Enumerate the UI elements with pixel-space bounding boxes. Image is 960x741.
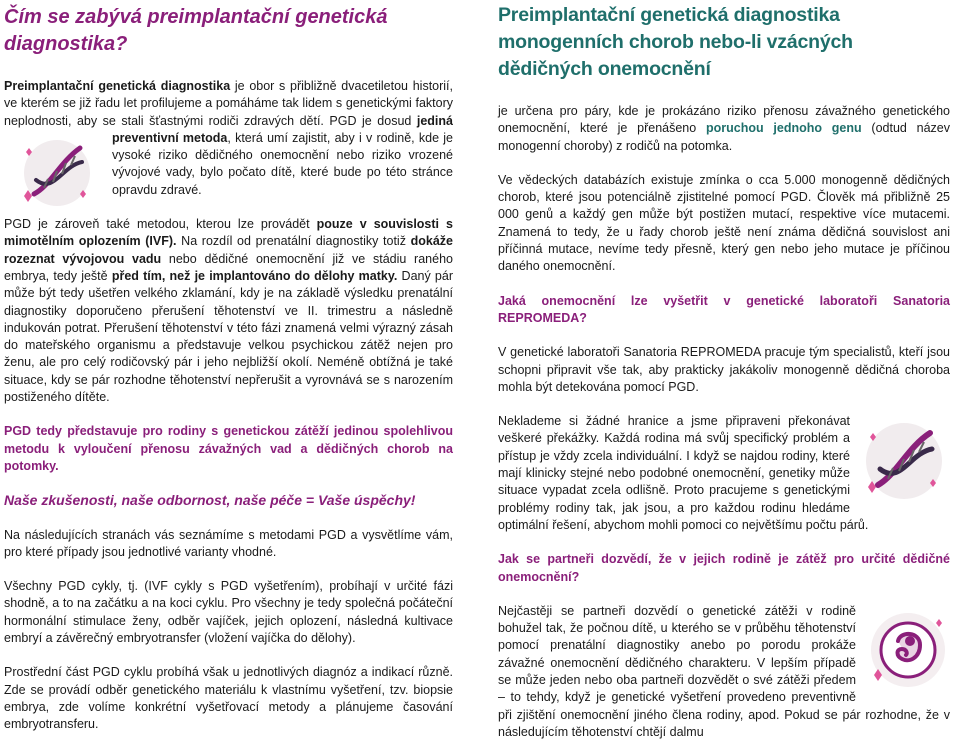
- left-heading: Čím se zabývá preimplantační genetická diagnostika?: [4, 6, 388, 55]
- right-heading: Preimplantační genetická diagnostika monogenních chorob nebo-li vzácných dědičných onemocnění: [498, 4, 853, 80]
- ivf-text-d: Daný pár může být tedy ušetřen velkého zklamání, kdy je na základě výsledku prenatální diagnostiky doporučeno přerušení těhotenství ve II. trimestru a následně indukován potrat. Přerušení těhotenství v této fázi znamená velmi výrazný zásah do mateřského organismu a představuje velkou psychickou zátěž nejen pro ženu, ale pro celý rodičovský pár i jeho nejbližší okolí. Neméně obtížná je také situace, kdy se pár rozhodne těhotenství nepřerušit a vyrovnává se s narozením postiženého dítěte.: [4, 268, 453, 405]
- pgd-highlight: PGD tedy představuje pro rodiny s genetickou zátěží jedinou spolehlivou metodu k vyloučení přenosu závažných vad a dědičných chorob na potomky.: [4, 424, 453, 473]
- no-limits-text: Neklademe si žádné hranice a jsme připraveni překonávat veškeré překážky. Každá rodina má svůj specifický problém a přístup je vždy zcela individuální. I když se najdou rodiny, které mají klinicky stejné nebo podobné onemocnění, genetiky může situace vypadat zcela odlišně. Proto pracujeme s genetickými problémy rodiny tak, jak jsou, a pro každou rodinu hledáme optimální řešení, abychom mohli pomoci co největšímu počtu párů.: [498, 414, 869, 532]
- mono-text-a: je určena pro páry, kde je prokázáno riziko přenosu závažného genetického onemocnění, které je přenášeno: [498, 104, 950, 136]
- monogenic-intro: [498, 103, 950, 155]
- dna-icon: [858, 417, 950, 505]
- ivf-text-c: nebo dědičné onemocnění již ve stádiu raného embrya, tedy ještě: [4, 251, 453, 283]
- dna-icon: [16, 134, 98, 212]
- intro-text-a: je obor s přibližně dvacetiletou historií, ve kterém se již řadu let profilujeme a pomáháme tak lidem s genetickými faktory neplodnosti, aby se stali šťastnými rodiči zdravých dětí. PGD je dosud: [4, 79, 454, 128]
- ivf-bold-c: před tím, než je implantováno do dělohy matky.: [111, 268, 398, 283]
- middle-phase-paragraph: Prostřední část PGD cyklu probíhá však u jednotlivých diagnóz a indikací různě. Zde se provádí odběr genetického materiálu k vlastnímu vyšetření, tzv. biopsie embrya, zde volíme konkrétní vyšetřovací metody a plánujeme časování embryotransferu.: [4, 665, 453, 732]
- lab-paragraph: V genetické laboratoři Sanatoria REPROMEDA pracuje tým specialistů, kteří jsou schopni připravit vše tak, aby prakticky jakákoliv monogenně dědičná choroba mohla být detekována pomocí PGD.: [498, 345, 950, 394]
- database-paragraph: Ve vědeckých databázích existuje zmínka o cca 5.000 monogenně dědičných chorob, které jsou potenciálně zjistitelné pomocí PGD. Člověk má přibližně 25 000 genů a každý gen může být postižen mutací, respektive více mutacemi. Znamená to tedy, že u řady chorob ještě není známa dědičná souvislost ani příčinná mutace, nevíme tedy přesně, který gen nebo jeho mutace je příčinou daného onemocnění.: [498, 172, 950, 274]
- how-partners-learn-text: Nejčastěji se partneři dozvědí o genetické zátěži v rodině bohužel tak, že počnou dítě, u kterého se v průběhu těhotenství pomocí prenatální diagnostiky anebo po porodu prokáže závažné onemocnění dědičného charakteru. V lepším případě se může jeden nebo oba partneři dozvědět o své zátěži předem – to tehdy, když je genetické vyšetření provedeno preventivně při zjištění onemocnění jiného člena rodiny, apod. Pokud se pár rozhodne, že v následujícím těhotenství chtějí dalmu: [498, 603, 950, 739]
- mono-text-b: (odtud název monogenní choroby) z rodičů na potomka.: [498, 121, 950, 153]
- next-pages-paragraph: Na následujících stranách vás seznámíme s metodami PGD a vysvětlíme vám, pro které případy jsou jednotlivé varianty vhodné.: [4, 527, 453, 559]
- ivf-bold-b: dokáže rozeznat vývojovou vadu: [4, 234, 453, 266]
- intro-term: Preimplantační genetická diagnostika: [4, 79, 231, 93]
- right-column: [498, 0, 950, 739]
- left-column: [4, 0, 454, 732]
- intro-paragraph: [4, 78, 453, 199]
- ivf-text-a: PGD je zároveň také metodou, kterou lze provádět: [4, 217, 317, 232]
- slogan: Naše zkušenosti, naše odbornost, naše péče = Vaše úspěchy!: [4, 492, 416, 509]
- no-limits-paragraph: [498, 413, 950, 534]
- mono-bold: poruchou jednoho genu: [705, 121, 862, 136]
- question-2: Jak se partneři dozvědí, že v jejich rodině je zátěž pro určité dědičné onemocnění?: [498, 552, 950, 584]
- intro-term-2: jediná preventivní metoda: [112, 113, 453, 145]
- question-1: Jaká onemocnění lze vyšetřit v genetické laboratoři Sanatoria REPROMEDA?: [498, 293, 950, 325]
- ivf-bold-a: pouze v souvislosti s mimotělním oplozením (IVF).: [4, 217, 453, 249]
- how-partners-learn-paragraph: [498, 603, 950, 741]
- cycles-paragraph: Všechny PGD cykly, tj. (IVF cykly s PGD vyšetřením), probíhají v určité fázi shodně, a to na začátku a na koci cyklu. Pro všechny je tedy společná počáteční hormonální stimulace ženy, odběr vajíček, jejich oplození, následná kultivace embryí a závěrečný embryotransfer (vložení vajíčka do dělohy).: [4, 579, 453, 646]
- embryo-icon: [866, 607, 950, 693]
- intro-text-b: , která umí zajistit, aby i v rodině, kde je vysoké riziko dědičného onemocnění nebo riziko vrozené vývojové vady, bylo počato dítě, které bude po této stránce opravdu zdravé.: [112, 130, 453, 197]
- ivf-text-b: Na rozdíl od prenatální diagnostiky totiž: [176, 234, 411, 249]
- ivf-paragraph: [4, 216, 453, 406]
